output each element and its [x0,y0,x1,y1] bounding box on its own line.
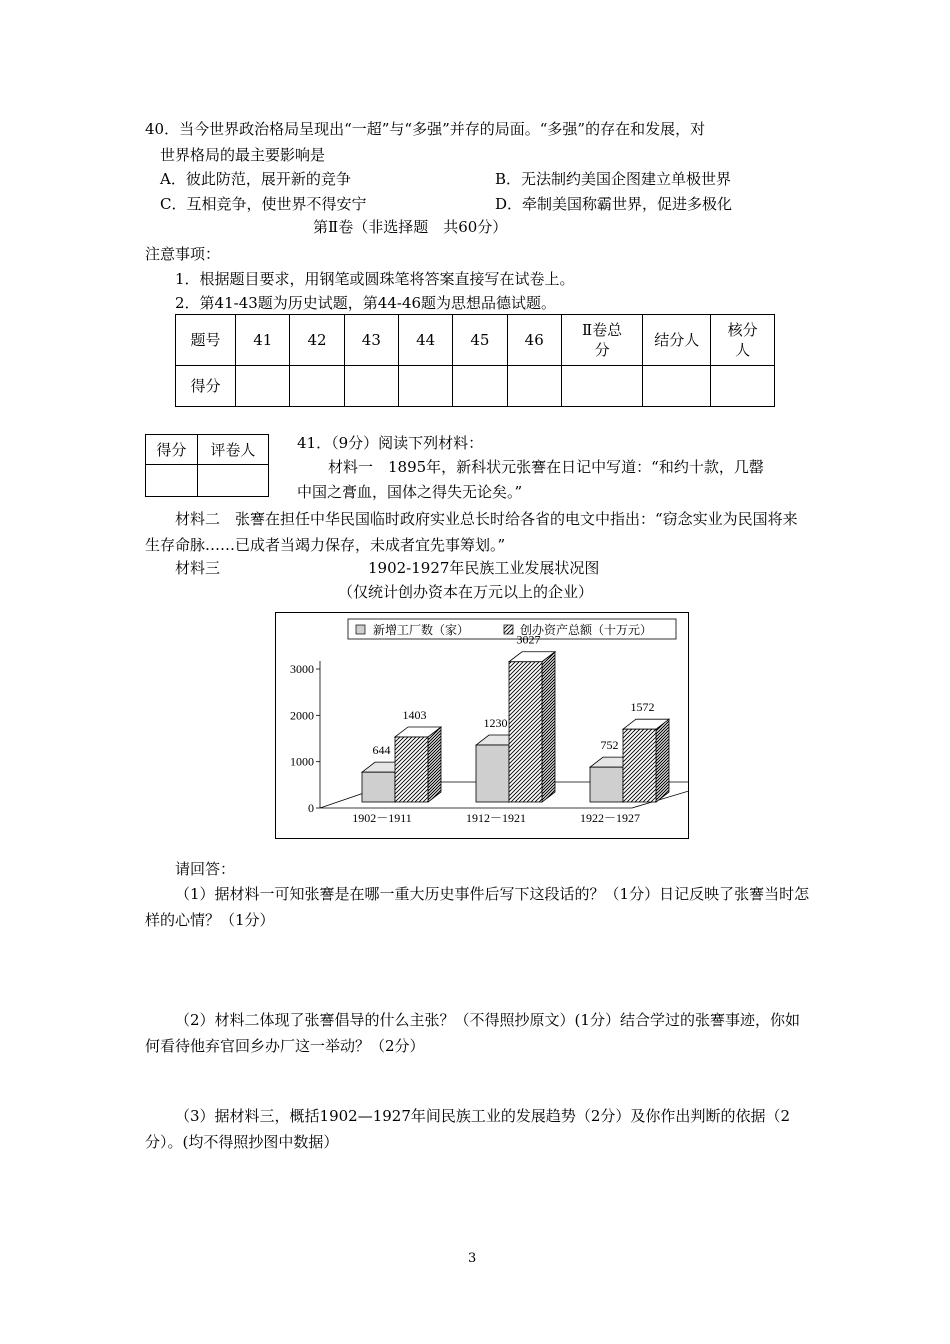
score-cell[interactable] [561,366,642,407]
legend-series-1: 新增工厂数（家） [373,623,470,637]
legend-series-2: 创办资产总额（十万元） [520,623,653,637]
industry-chart [276,613,688,838]
answer-area-3[interactable] [145,1157,810,1237]
grading-grader-label: 评卷人 [197,435,268,465]
col-scorer: 结分人 [643,315,711,366]
sub-question-2: （2）材料二体现了张謇倡导的什么主张？（不得照抄原文）(1分）结合学过的张謇事迹，你如何看待他弃官回乡办厂这一举动？（2分） [145,1011,800,1055]
answer-prompt: 请回答： [175,860,236,878]
score-cell[interactable] [507,366,561,407]
col-q42: 42 [290,315,344,366]
material1-line2: 中国之膏血，国体之得失无论矣。” [297,483,523,501]
score-cell[interactable] [643,366,711,407]
q40-option-a: A．彼此防范，展开新的竞争 [160,170,351,188]
bar [509,662,542,802]
x-labels [352,811,640,825]
bar-value-label: 3027 [516,632,541,647]
bar [590,767,623,802]
bar-side [656,719,669,802]
bar-value-label: 752 [600,738,619,753]
legend-swatch-hatched [504,625,513,634]
row-label-question-no: 题号 [176,315,236,366]
bar [623,729,656,802]
answer-area-2[interactable] [145,1061,810,1097]
x-tick-label: 1902－1911 [352,811,412,825]
col-total: Ⅱ卷总分 [561,315,642,366]
sub-question-3: （3）据材料三，概括1902—1927年间民族工业的发展趋势（2分）及你作出判断的依据（2分）。(均不得照抄图中数据） [145,1107,790,1151]
score-cell[interactable] [711,366,775,407]
chart-title: 1902-1927年民族工业发展状况图 [368,559,600,577]
q41-header: 41．（9分）阅读下列材料： [297,434,484,452]
q40-stem-line1: 40．当今世界政治格局呈现出“一超”与“多强”并存的局面。“多强”的存在和发展，对 [145,120,706,138]
grading-grader-cell[interactable] [197,465,268,497]
col-q46: 46 [507,315,561,366]
y-ticks [290,662,320,815]
bar [476,745,509,802]
score-table [175,314,775,407]
answer-area-1[interactable] [145,935,810,995]
chart-frame [275,612,689,839]
x-tick-label: 1922－1927 [579,811,641,825]
q40-option-d: D．牵制美国称霸世界，促进多极化 [495,195,733,213]
q40-option-b: B．无法制约美国企图建立单极世界 [495,170,732,188]
material3-label: 材料三 [175,559,221,577]
chart-subtitle: （仅统计创办资本在万元以上的企业） [338,583,594,601]
row-label-score: 得分 [176,366,236,407]
notice-2: 2．第41-43题为历史试题，第44-46题为思想品德试题。 [175,294,557,312]
grading-score-cell[interactable] [146,465,198,497]
legend-swatch-plain [356,625,365,634]
notice-label: 注意事项： [145,245,221,263]
material2: 材料二 张謇在担任中华民国临时政府实业总长时给各省的电文中指出：“窃念实业为民国将来生存命脉……已成者当竭力保存，未成者宜先事筹划。” [145,510,798,554]
y-tick-label: 0 [308,801,314,815]
material1-line1: 材料一 1895年，新科状元张謇在日记中写道：“和约十款，几罄 [328,458,764,476]
bar [395,737,428,802]
chart-legend [348,619,676,639]
col-checker: 核分人 [711,315,775,366]
bar-value-label: 644 [372,743,391,758]
score-cell[interactable] [453,366,507,407]
bar-side [428,727,441,802]
bar-value-label: 1403 [402,707,427,722]
col-q45: 45 [453,315,507,366]
bar-value-label: 1230 [483,716,508,731]
y-tick-label: 1000 [290,754,314,769]
notice-1: 1．根据题目要求，用钢笔或圆珠笔将答案直接写在试卷上。 [175,270,575,288]
score-cell[interactable] [236,366,290,407]
col-q44: 44 [398,315,452,366]
score-cell[interactable] [290,366,344,407]
sub-question-1: （1）据材料一可知张謇是在哪一重大历史事件后写下这段话的？（1分）日记反映了张謇当时怎样的心情？（1分） [145,885,810,929]
y-tick-label: 3000 [290,662,314,676]
col-q41: 41 [236,315,290,366]
section2-title: 第Ⅱ卷（非选择题 共60分） [313,218,508,236]
score-cell[interactable] [344,366,398,407]
bar-side [542,652,555,802]
page-number: 3 [468,1251,477,1266]
y-tick-label: 2000 [290,708,314,723]
q40-stem-line2: 世界格局的最主要影响是 [160,146,326,164]
col-q43: 43 [344,315,398,366]
bars [362,633,669,802]
grading-table [145,434,269,497]
bar-value-label: 1572 [630,700,655,715]
grading-score-label: 得分 [146,435,198,465]
bar [362,772,395,802]
x-tick-label: 1912－1921 [465,811,527,825]
score-cell[interactable] [398,366,452,407]
q40-option-c: C．互相竞争，使世界不得安宁 [160,195,367,213]
